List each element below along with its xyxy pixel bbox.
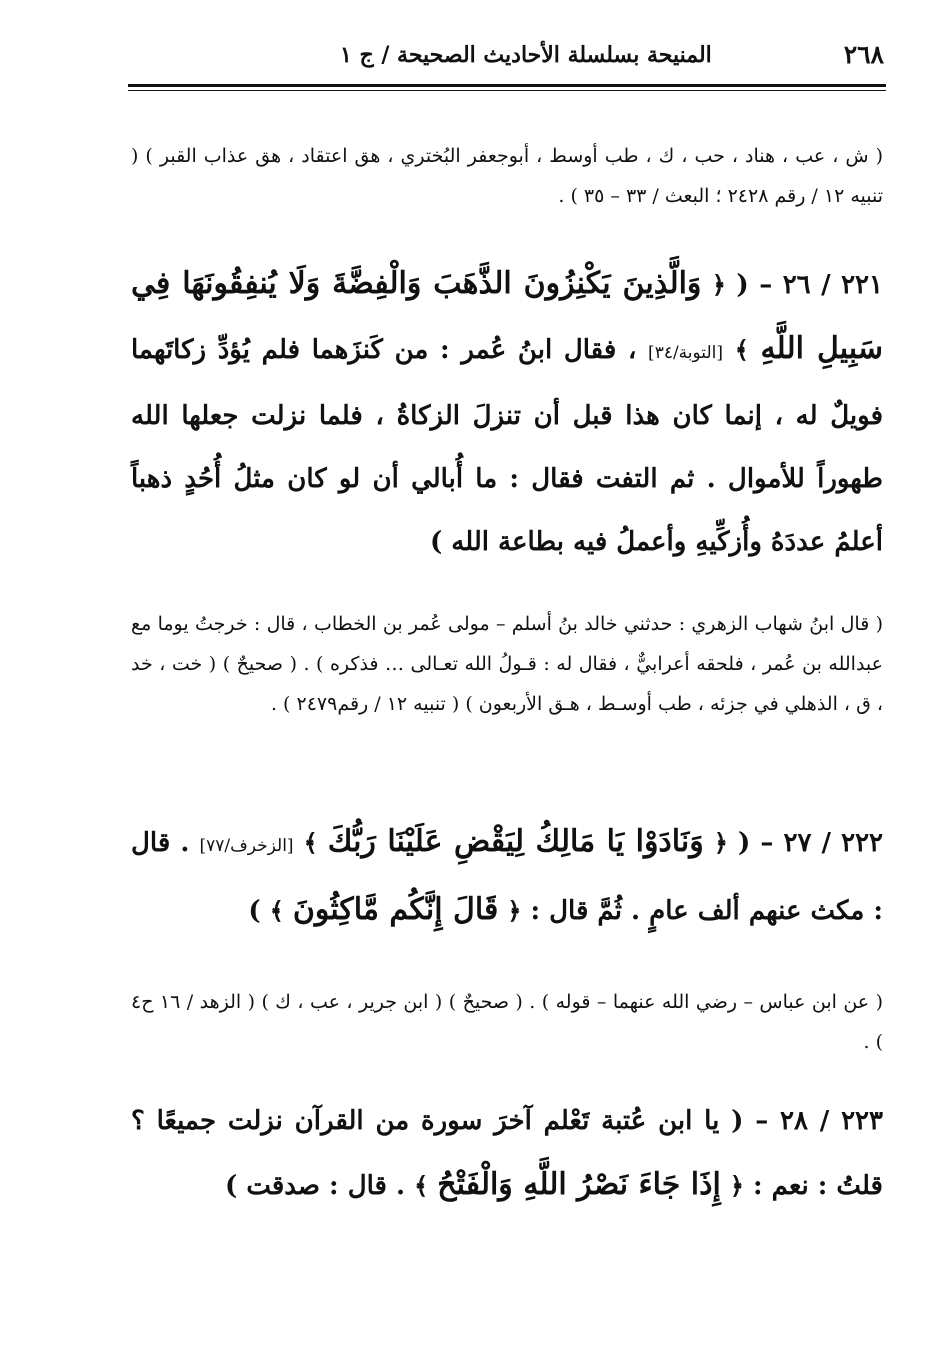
citation-paragraph-top: ( ش ، عب ، هناد ، حب ، ك ، طب أوسط ، أبوجعفر البُختري ، هق اعتقاد ، هق عذاب القبر ) ( تنبيه ١٢ / رقم ٢٤٢٨ ؛ البعث / ٣٣ – ٣٥ ) .	[131, 145, 883, 207]
running-header	[128, 36, 886, 84]
quran-verse: وَنَادَوْا يَا مَالِكُ لِيَقْضِ عَلَيْنَا رَبُّكَ	[327, 824, 704, 859]
quran-verse: وَالَّذِينَ يَكْنِزُونَ الذَّهَبَ وَالْفِضَّةَ وَلَا يُنفِقُونَهَا فِي سَبِيلِ اللَّهِ	[131, 266, 883, 366]
quran-verse: إِذَا جَاءَ نَصْرُ اللَّهِ وَالْفَتْحُ	[437, 1167, 721, 1202]
header-rule-thick	[128, 84, 886, 87]
hadith-222: ٢٢٢ / ٢٧ – ( ﴿ وَنَادَوْا يَا مَالِكُ لِيَقْضِ عَلَيْنَا رَبُّكَ ﴾ [الزخرف/٧٧] . قال : مكث عنهم ألف عامٍ . ثُمَّ قال : ﴿ قَالَ إِنَّكُم مَّاكِثُونَ ﴾ )	[131, 824, 884, 927]
running-title: المنيحة بسلسلة الأحاديث الصحيحة / ج ١	[340, 42, 712, 68]
hadith-222-source: ( عن ابن عباس – رضي الله عنهما – قوله ) . ( صحيحٌ ) ( ابن جرير ، عب ، ك ) ( الزهد / ١٦ ح٤ ) .	[131, 991, 883, 1053]
hadith-221: ٢٢١ / ٢٦ – ( ﴿ وَالَّذِينَ يَكْنِزُونَ الذَّهَبَ وَالْفِضَّةَ وَلَا يُنفِقُونَهَا فِي سَبِيلِ اللَّهِ ﴾ [التوبة/٣٤] ، فقال ابنُ عُمر : من كَنزَهما فلم يُؤدِّ زكاتَهما فويلٌ له ، إنما كان هذا قبل أن تنزلَ الزكاةُ ، فلما نزلت جعلها الله طهوراً للأموال . ثم التفت فقال : ما أُبالي أن لو كان مثلُ أُحُدٍ ذهباً أعلمُ عددَهُ وأُزكِّيهِ وأعملُ فيه بطاعة الله )	[131, 266, 883, 557]
hadith-223: ٢٢٣ / ٢٨ – ( يا ابن عُتبة تَعْلم آخرَ سورة من القرآن نزلت جميعًا ؟ قلتُ : نعم : ﴿ إِذَا جَاءَ نَصْرُ اللَّهِ وَالْفَتْحُ ﴾ . قال : صدقت )	[131, 1106, 883, 1202]
quran-verse: قَالَ إِنَّكُم مَّاكِثُونَ	[292, 892, 499, 927]
verse-reference: [الزخرف/٧٧]	[199, 836, 294, 856]
header-rule-thin	[128, 90, 886, 91]
verse-reference: [التوبة/٣٤]	[648, 343, 723, 363]
page-number: ٢٦٨	[843, 40, 884, 69]
hadith-221-source: ( قال ابنُ شهاب الزهري : حدثني خالد بنُ أسلم – مولى عُمر بن الخطاب ، قال : خرجتُ يوما مع عبدالله بن عُمر ، فلحقه أعرابيٌّ ، فقال له : قـولُ الله تعـالى … فذكره ) . ( صحيحٌ ) ( خت ، خد ، ق ، الذهلي في جزئه ، طب أوسـط ، هـق الأربعون ) ( تنبيه ١٢ / رقم٢٤٧٩ ) .	[131, 613, 883, 715]
